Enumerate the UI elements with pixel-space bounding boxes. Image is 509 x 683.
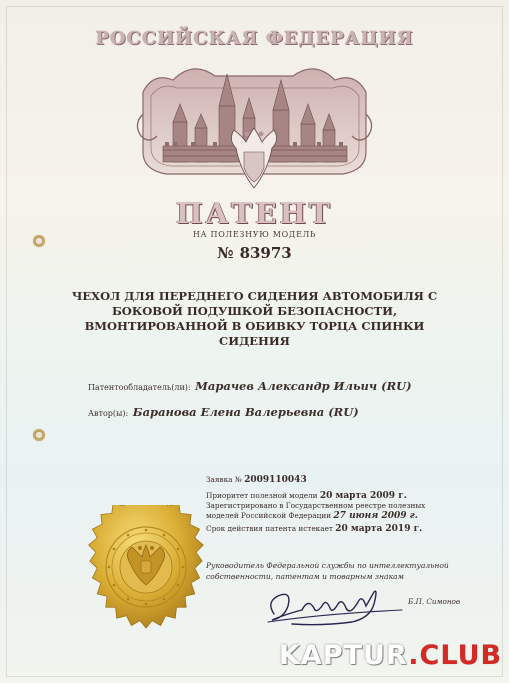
patent-holder bbox=[88, 379, 412, 393]
service-head-title: Руководитель Федеральной службы по интеллектуальной собственности, патентам и товарным знакам bbox=[206, 561, 449, 581]
patent-subtitle: НА ПОЛЕЗНУЮ МОДЕЛЬ bbox=[192, 230, 317, 239]
invention-title: ЧЕХОЛ ДЛЯ ПЕРЕДНЕГО СИДЕНИЯ АВТОМОБИЛЯ С БОКОВОЙ ПОДУШКОЙ БЕЗОПАСНОСТИ, ВМОНТИРОВАННОЙ В ОБИВКУ ТОРЦА СПИНКИ СИДЕНИЯ bbox=[71, 289, 438, 348]
holder-label: Патентообладатель(ли): bbox=[88, 383, 191, 392]
application-label: Заявка № bbox=[206, 475, 242, 484]
signer-name: Б.П. Симонов bbox=[408, 597, 461, 606]
site-watermark bbox=[279, 641, 502, 671]
registration-details bbox=[206, 475, 476, 534]
patent-number: 83973 bbox=[239, 244, 292, 262]
expiry-date: 20 марта 2019 г. bbox=[335, 524, 423, 534]
binder-ring-bottom bbox=[33, 429, 45, 441]
watermark-tld: CLUB bbox=[419, 640, 503, 671]
patent-title: ПАТЕНТ bbox=[176, 197, 333, 230]
priority-row bbox=[206, 491, 476, 501]
watermark-dot: . bbox=[408, 640, 420, 671]
priority-date: 20 марта 2009 г. bbox=[319, 491, 407, 501]
registered-row-2 bbox=[206, 511, 476, 521]
watermark-main: KAPTUR bbox=[279, 640, 409, 671]
signature bbox=[262, 584, 412, 629]
author-value: Баранова Елена Валерьевна (RU) bbox=[132, 405, 359, 419]
expiry-label: Срок действия патента истекает bbox=[206, 524, 333, 533]
registered-date: 27 июня 2009 г. bbox=[333, 511, 418, 521]
holder-value: Марачев Александр Ильич (RU) bbox=[195, 379, 412, 393]
number-sign: № bbox=[217, 244, 234, 262]
expiry-row bbox=[206, 524, 476, 534]
patent-author bbox=[88, 405, 359, 419]
kremlin-emblem bbox=[133, 52, 376, 202]
registered-row-1: Зарегистрировано в Государственном реестре полезных bbox=[206, 501, 426, 510]
priority-label: Приоритет полезной модели bbox=[206, 491, 318, 500]
application-number: 2009110043 bbox=[244, 475, 307, 485]
country-header: РОССИЙСКАЯ ФЕДЕРАЦИЯ bbox=[95, 28, 414, 49]
patent-number-line bbox=[0, 244, 509, 262]
author-label: Автор(ы): bbox=[88, 409, 129, 418]
gold-seal bbox=[84, 505, 208, 629]
application-row bbox=[206, 475, 476, 485]
registered-label: моделей Российской Федерации bbox=[206, 511, 332, 520]
